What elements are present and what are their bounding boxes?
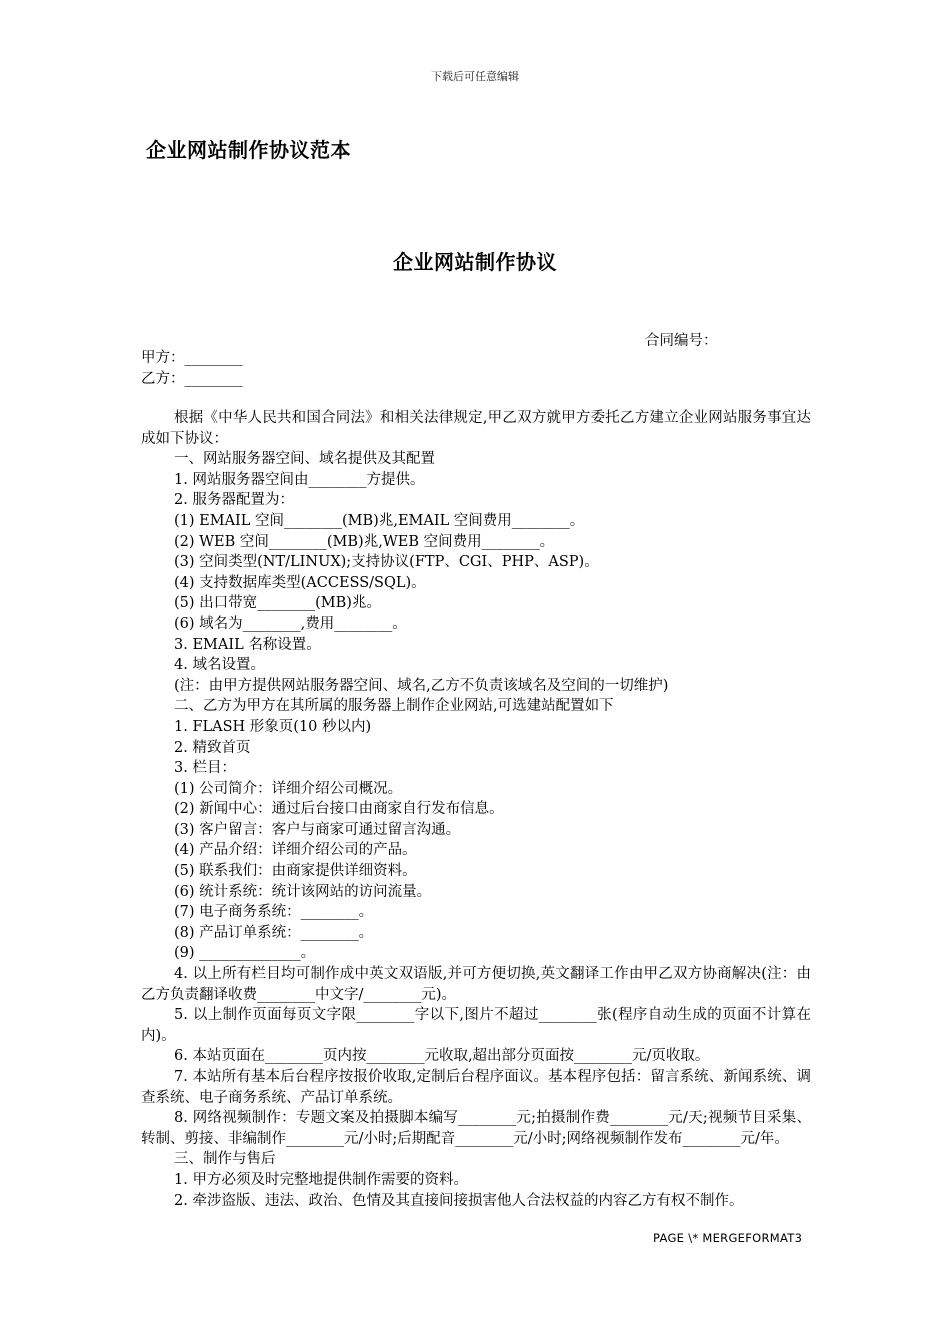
paragraph: (2) 新闻中心：通过后台接口由商家自行发布信息。 bbox=[174, 801, 504, 818]
paragraph: 2. 牵涉盗版、违法、政治、色情及其直接间接损害他人合法权益的内容乙方有权不制作。 bbox=[174, 1192, 744, 1209]
header-note: 下载后可任意编辑 bbox=[431, 70, 519, 83]
paragraph: 7. 本站所有基本后台程序按报价收取,定制后台程序面议。基本程序包括：留言系统、新闻系统、调查系统、电子商务系统、产品订单系统。 bbox=[141, 1069, 811, 1106]
paragraph: (2) WEB 空间________(MB)兆,WEB 空间费用________。 bbox=[174, 533, 555, 550]
page-number-field: PAGE \* MERGEFORMAT3 bbox=[653, 1231, 803, 1245]
paragraph: 8. 网络视频制作：专题文案及拍摄脚本编写________元;拍摄制作费________元/天;视频节目采集、转制、剪接、非编制作________元/小时;后期配音________元/小时;网络视频制作发布________元/年。 bbox=[141, 1110, 811, 1147]
paragraph: (3) 客户留言：客户与商家可通过留言沟通。 bbox=[174, 821, 461, 838]
paragraph: (1) EMAIL 空间________(MB)兆,EMAIL 空间费用________。 bbox=[174, 512, 585, 529]
paragraph: 4. 域名设置。 bbox=[174, 657, 265, 674]
paragraph: (4) 产品介绍：详细介绍公司的产品。 bbox=[174, 842, 417, 859]
section-heading: 二、乙方为甲方在其所属的服务器上制作企业网站,可选建站配置如下 bbox=[174, 698, 614, 715]
paragraph: (9) ______________。 bbox=[174, 945, 316, 962]
paragraph: 1. 网站服务器空间由________方提供。 bbox=[174, 471, 425, 488]
paragraph: (6) 域名为________,费用________。 bbox=[174, 615, 407, 632]
agreement-body bbox=[141, 408, 811, 1211]
paragraph: (注：由甲方提供网站服务器空间、域名,乙方不负责该域名及空间的一切维护) bbox=[174, 677, 669, 694]
paragraph: (1) 公司简介：详细介绍公司概况。 bbox=[174, 780, 403, 797]
paragraph: (4) 支持数据库类型(ACCESS/SQL)。 bbox=[174, 574, 426, 591]
contract-number-label: 合同编号： bbox=[645, 333, 718, 349]
paragraph: (3) 空间类型(NT/LINUX);支持协议(FTP、CGI、PHP、ASP)。 bbox=[174, 554, 599, 571]
paragraph: 6. 本站页面在________页内按________元收取,超出部分页面按________元/页收取。 bbox=[174, 1048, 710, 1065]
parties-block bbox=[141, 348, 243, 389]
paragraph: 3. 栏目： bbox=[174, 760, 236, 777]
paragraph: 1. FLASH 形象页(10 秒以内) bbox=[174, 718, 372, 735]
party-b-line: 乙方：________ bbox=[141, 370, 243, 387]
paragraph: 2. 服务器配置为： bbox=[174, 492, 294, 509]
section-heading: 一、网站服务器空间、域名提供及其配置 bbox=[174, 451, 435, 468]
paragraph: 3. EMAIL 名称设置。 bbox=[174, 636, 321, 653]
paragraph: (7) 电子商务系统：________。 bbox=[174, 904, 374, 921]
party-a-line: 甲方：________ bbox=[141, 350, 243, 366]
section-heading: 三、制作与售后 bbox=[174, 1151, 276, 1168]
paragraph: (5) 出口带宽________(MB)兆。 bbox=[174, 595, 381, 612]
paragraph: (6) 统计系统：统计该网站的访问流量。 bbox=[174, 883, 432, 900]
paragraph: 5. 以上制作页面每页文字限________字以下,图片不超过________张(程序自动生成的页面不计算在内)。 bbox=[141, 1007, 811, 1044]
paragraph: 1. 甲方必须及时完整地提供制作需要的资料。 bbox=[174, 1171, 468, 1188]
paragraph: (8) 产品订单系统：________。 bbox=[174, 924, 374, 941]
paragraph: (5) 联系我们：由商家提供详细资料。 bbox=[174, 863, 417, 880]
paragraph: 根据《中华人民共和国合同法》和相关法律规定,甲乙双方就甲方委托乙方建立企业网站服务事宜达成如下协议： bbox=[141, 410, 811, 447]
paragraph: 2. 精致首页 bbox=[174, 739, 251, 756]
agreement-title: 企业网站制作协议 bbox=[393, 250, 557, 274]
document-title: 企业网站制作协议范本 bbox=[146, 138, 351, 162]
paragraph: 4. 以上所有栏目均可制作成中英文双语版,并可方便切换,英文翻译工作由甲乙双方协商解决(注：由乙方负责翻译收费________中文字/________元)。 bbox=[141, 966, 811, 1003]
